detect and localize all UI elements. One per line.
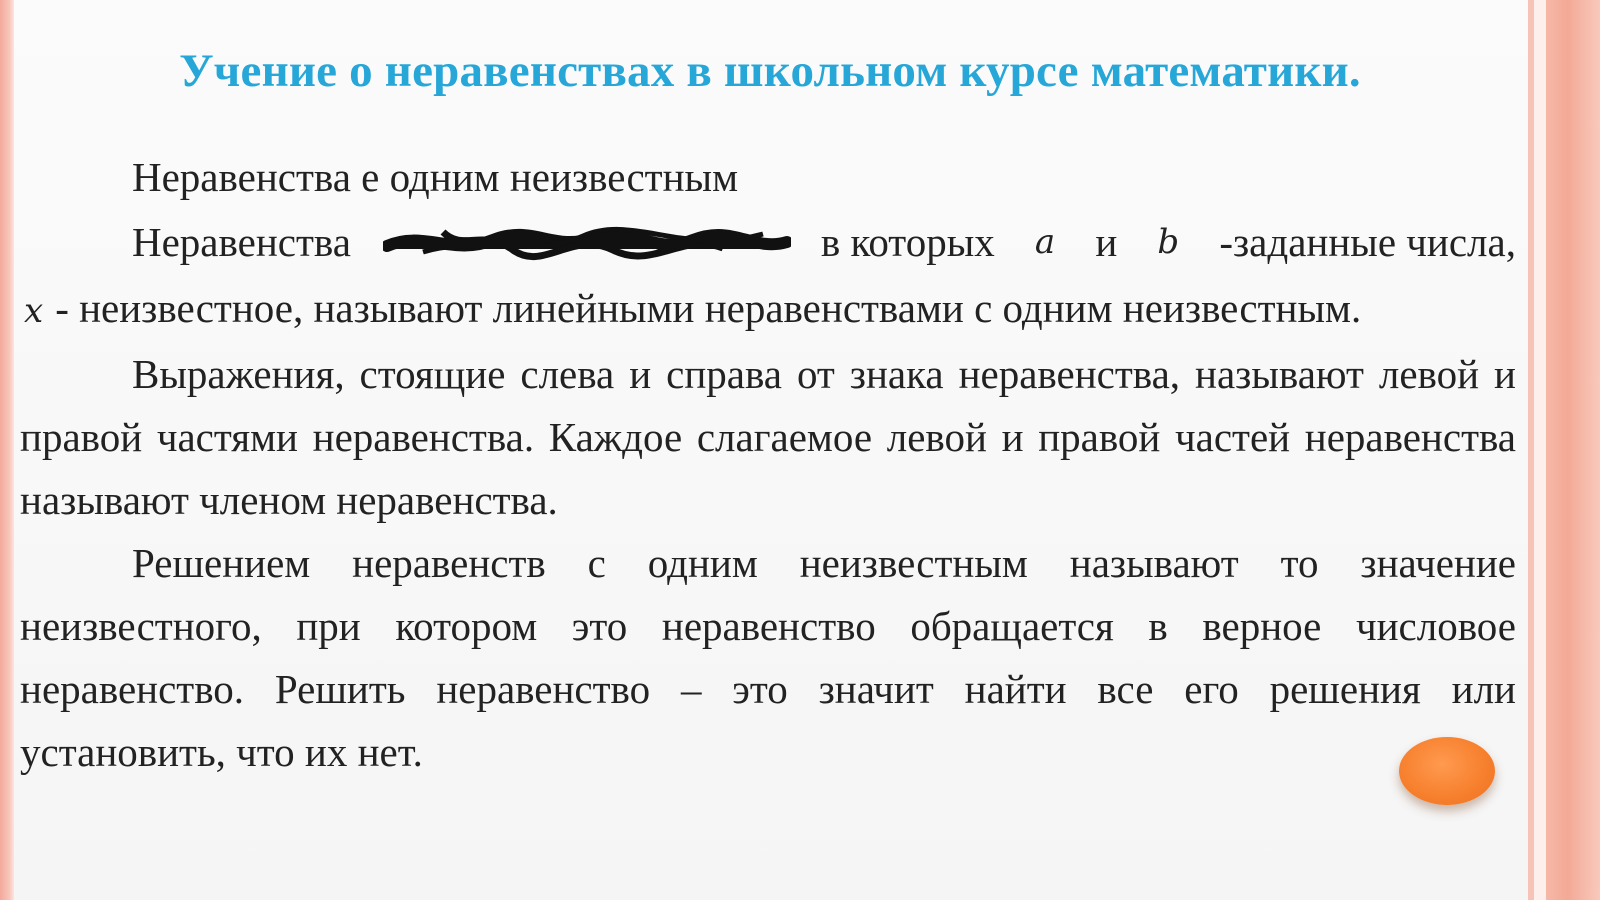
slide-body — [20, 146, 1516, 784]
slide-border-left — [0, 0, 14, 900]
definition-line-2-text: - неизвестное, называют линейными неравенствами с одним неизвестным. — [55, 285, 1362, 331]
slide-border-right-gap — [1534, 0, 1546, 900]
definition-line-2 — [20, 277, 1516, 343]
definition-and: и — [1095, 218, 1118, 265]
paragraph-solution: Решением неравенств с одним неизвестным называют то значение неизвестного, при котором это неравенство обращается в верное числовое неравенство. Решить неравенство – это значит найти все его решения или установить, что их нет. — [20, 540, 1516, 775]
variable-x: x — [24, 291, 44, 331]
orange-circle-decoration — [1399, 737, 1495, 805]
slide-border-right-band — [1546, 0, 1600, 900]
variable-a: a — [1034, 221, 1056, 262]
variable-b: b — [1157, 221, 1180, 262]
definition-tail — [821, 211, 1516, 274]
paragraph-expressions: Выражения, стоящие слева и справа от знака неравенства, называют левой и правой частями неравенства. Каждое слагаемое левой и правой частей неравенства называют членом неравенства. — [20, 351, 1516, 523]
redacted-formula-icon — [383, 222, 791, 262]
definition-end: -заданные числа, — [1219, 218, 1516, 265]
slide-title: Учение о неравенствах в школьном курсе математики. — [179, 45, 1361, 97]
heading-line: Неравенства е одним неизвестным — [132, 154, 739, 200]
definition-line — [20, 209, 1516, 275]
definition-start: Неравенства — [132, 218, 351, 265]
definition-mid: в которых — [820, 218, 995, 265]
